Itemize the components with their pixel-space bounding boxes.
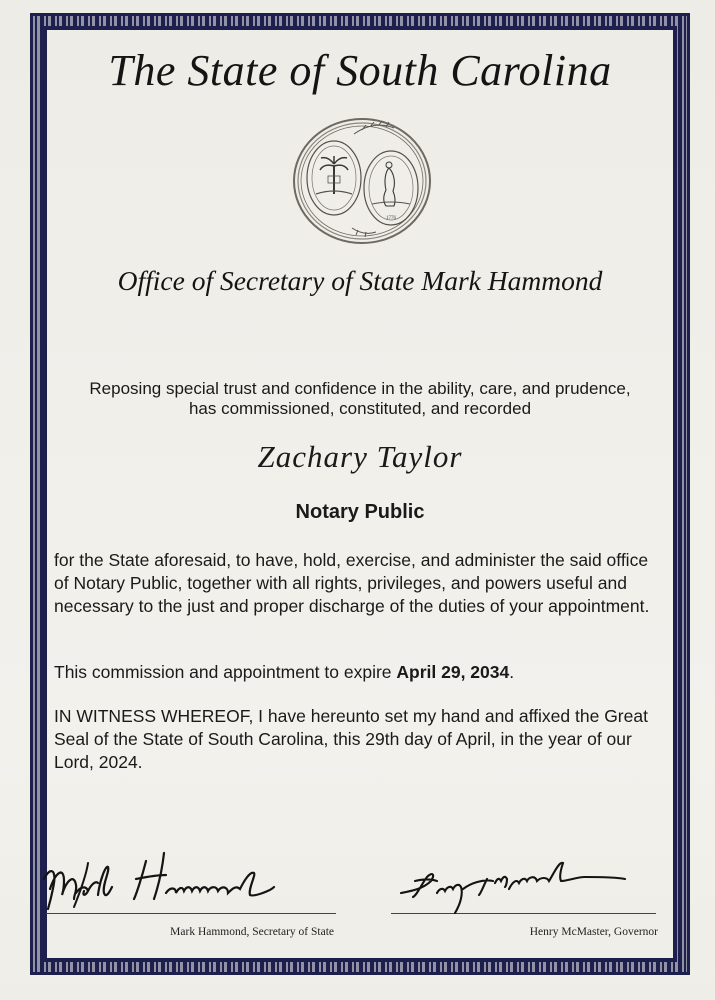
preamble — [46, 379, 674, 419]
expiry-prefix: This commission and appointment to expire — [54, 662, 397, 682]
preamble-line-1: Reposing special trust and confidence in the ability, care, and prudence, — [89, 379, 631, 398]
state-seal-icon — [292, 116, 432, 246]
powers-paragraph: for the State aforesaid, to have, hold, exercise, and administer the said office of Notary Public, together with all rights, privileges, and powers useful and necessary to the just and proper discharge of the duties of your appointment. — [54, 550, 650, 616]
certificate-title: The State of South Carolina — [108, 46, 612, 95]
expiry-suffix: . — [509, 662, 515, 682]
expiry-paragraph — [54, 661, 664, 684]
commissionee-name: Zachary Taylor — [257, 439, 463, 474]
position-title: Notary Public — [295, 501, 425, 523]
svg-text:1776: 1776 — [386, 216, 396, 221]
certificate-content — [46, 29, 674, 959]
preamble-line-2: has commissioned, constituted, and recorded — [188, 399, 532, 418]
signature-line-governor — [391, 913, 656, 914]
signature-block-governor — [391, 849, 666, 938]
signature-governor-icon — [391, 849, 666, 919]
signature-line-secretary — [46, 913, 336, 914]
signature-caption-governor: Henry McMaster, Governor — [529, 926, 658, 938]
signature-caption-secretary: Mark Hammond, Secretary of State — [170, 926, 334, 938]
witness-paragraph: IN WITNESS WHEREOF, I have hereunto set my hand and affixed the Great Seal of the State of South Carolina, this 29th day of April, in the year of our Lord, 2024. — [54, 706, 648, 772]
expiry-date: April 29, 2034 — [396, 662, 510, 682]
signature-secretary-icon — [36, 849, 336, 919]
office-heading: Office of Secretary of State Mark Hammond — [117, 265, 603, 296]
signature-block-secretary — [36, 849, 336, 938]
